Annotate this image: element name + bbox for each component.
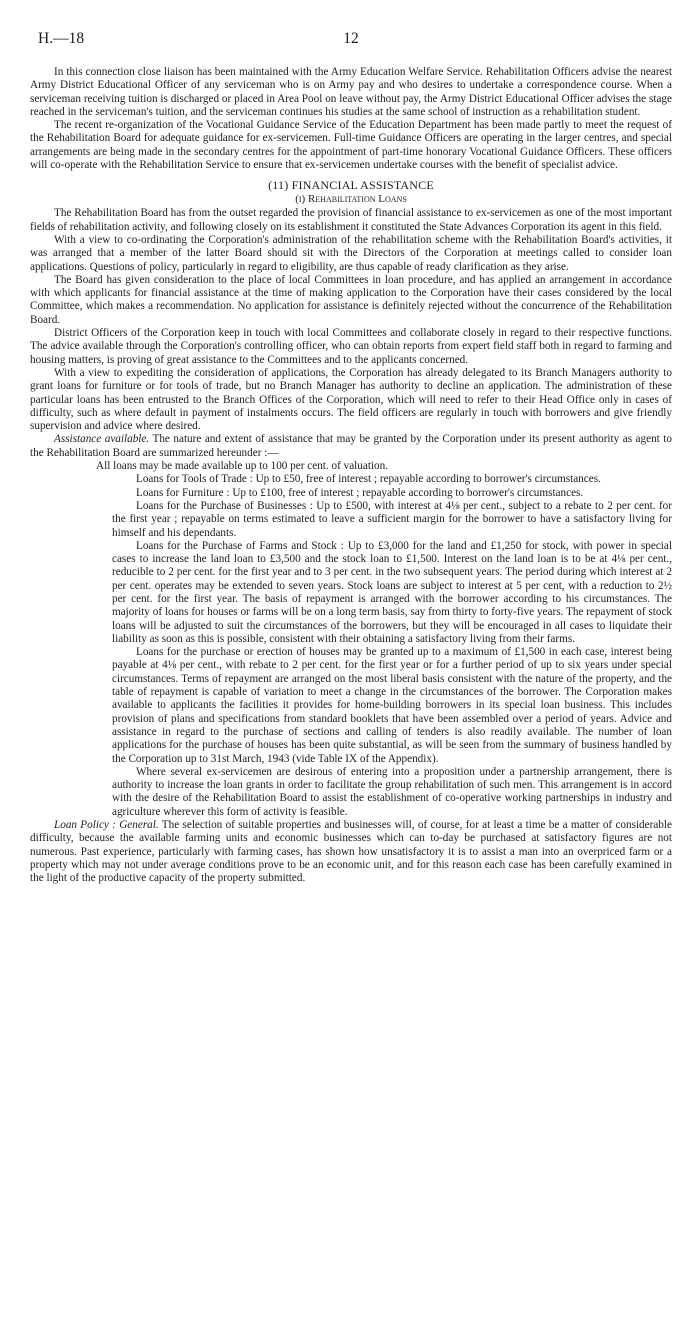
list-item: Loans for the Purchase of Farms and Stock : Up to £3,000 for the land and £1,250 for stock, with power in special cases to increase the land loan to £3,500 and the stock loan to £1,500. Interest on the land loan is to be at 4⅛ per cent., reducible to 2 per cent. for the first year and to 3 per cent. in the two subsequent years. The period during which interest at 2 per cent. operates may be extended to seven years. Stock loans are subject to interest at 5 per cent, with a reduction to 2½ per cent. for the first year. The basis of repayment is arranged with the borrower according to his circumstances. The majority of loans for houses or farms will be on a long term basis, say from thirty to forty-five years. The repayment of stock loans will be adjusted to suit the circumstances of the borrowers, but they will be encouraged in all cases to liquidate their liability as soon as this is possible, consistent with their obtaining a satisfactory living from their farms. [112,539,672,645]
paragraph: With a view to co-ordinating the Corporation's administration of the rehabilitation scheme with the Rehabilitation Board's activities, it was arranged that a member of the latter Board should sit with the Directors of the Corporation at meetings called to consider loan applications. Questions of policy, particularly in regard to eligibility, are thus capable of ready clarification as they arise. [30,233,672,273]
list-item: Loans for Furniture : Up to £100, free of interest ; repayable according to borrower's circumstances. [136,486,584,499]
list-item: Loans for the Purchase of Businesses : Up to £500, with interest at 4⅛ per cent., subject to a rebate to 2 per cent. for the first year ; repayable on terms estimated to leave a sufficient margin for the borrower to have a satisfactory living for himself and his dependants. [112,499,672,539]
list-item: All loans may be made available up to 100 per cent. of valuation. [96,460,389,473]
paragraph: District Officers of the Corporation keep in touch with local Committees and collaborate closely in regard to their respective functions. The advice available through the Corporation's controlling officer, who can obtain reports from expert field staff both in regard to farming and housing matters, is proving of great assistance to the Committees and to the applicants concerned. [30,327,672,366]
loan-policy-paragraph [30,819,672,885]
list-item: Loans for the purchase or erection of houses may be granted up to a maximum of £1,500 in each case, interest being payable at 4⅛ per cent., with rebate to 2 per cent. for the first year or for a further period of up to six years under special circumstances. Terms of repayment are arranged on the most liberal basis consistent with the nature of the property, and the table of repayment is capable of variation to meet a change in the circumstances of the borrower. The Corporation makes available to applicants the facilities it provides for home-building borrowers in its special loan business. This includes provision of plans and specifications from standard booklets that have been assembled over a period of years. Advice and assistance in regard to the purchase of sections and calling of tenders is also readily available. The number of loan applications for the purchase of houses has been quite substantial, as will be seen from the summary of business handled by the Corporation up to 31st March, 1943 (vide Table IX of the Appendix). [112,646,672,765]
paragraph: With a view to expediting the consideration of applications, the Corporation has already delegated to its Branch Managers authority to grant loans for furniture or for tools of trade, but no Branch Manager has authority to decline an application. The administration of these particular loans has been entrusted to the Branch Offices of the Corporation, which will need to refer to their Head Office only in cases of difficulty, such as where default in payment of instalments occurs. The field officers are regularly in touch with borrowers and give friendly supervision and advice where desired. [30,366,672,433]
assistance-paragraph [30,433,672,460]
loan-policy-lead: Loan Policy : General. [54,819,159,832]
subsection-heading: (i) Rehabilitation Loans [295,193,407,206]
assistance-lead: Assistance available. [54,433,150,446]
list-item: Loans for Tools of Trade : Up to £50, free of interest ; repayable according to borrower's circumstances. [136,473,601,486]
paragraph: In this connection close liaison has been maintained with the Army Education Welfare Service. Rehabilitation Officers advise the nearest Army District Educational Officer of any serviceman who is on Army pay and who desires to undertake a correspondence course. When a serviceman receiving tuition is discharged or placed in Area Pool on leave without pay, the Army District Educational Officer advises the stage reached in the serviceman's tuition, and the serviceman continues his studies at the same school of instruction as a rehabilitation student. [30,66,672,118]
assistance-text: The nature and extent of assistance that may be granted by the Corporation under its present authority as agent to the Rehabilitation Board are summarized hereunder :— [30,433,672,459]
loan-list [96,460,672,819]
page-body [30,66,672,886]
paragraph: The recent re-organization of the Vocational Guidance Service of the Education Department has been made partly to meet the request of the Rehabilitation Board for adequate guidance for ex-servicemen. Full-time Guidance Officers are operating in the larger centres, and special arrangements are being made in the secondary centres for the appointment of part-time honorary Vocational Guidance Officers. These officers will co-operate with the Rehabilitation Service to ensure that ex-servicemen undertake courses with the benefit of specialist advice. [30,119,672,172]
page-number: 12 [343,30,359,47]
paragraph: The Rehabilitation Board has from the outset regarded the provision of financial assistance to ex-servicemen as one of the most important fields of rehabilitation activity, and following closely on its establishment it constituted the State Advances Corporation its agent in this field. [30,207,672,233]
paragraph: The Board has given consideration to the place of local Committees in loan procedure, and has applied an arrangement in accordance with which applicants for financial assistance at the time of making application to the Corporation have their cases considered by the local Committee, which makes a recommendation. No application for assistance is definitely rejected without the concurrence of the Rehabilitation Board. [30,273,672,326]
loan-policy-text: The selection of suitable properties and businesses will, of course, for at least a time be a matter of considerable difficulty, because the available farming units and economic businesses which can to-day be purchased at satisfactory figures are not numerous. Past experience, particularly with farming cases, has shown how unsatisfactory it is to assist a man into an overpriced farm or a property which may not under average conditions prove to be an economic unit, and for this reason each case has been carefully examined in the light of the productive capacity of the property submitted. [30,819,672,885]
page-header [30,30,672,58]
page-reference: H.—18 [38,30,85,47]
section-heading: (11) FINANCIAL ASSISTANCE [268,178,434,193]
list-item: Where several ex-servicemen are desirous of entering into a proposition under a partnership arrangement, there is authority to increase the loan grants in order to facilitate the group rehabilitation of such men. This arrangement is in accord with the desire of the Rehabilitation Board to assist the establishment of co-operative working partnerships in industry and agriculture wherever this form of activity is feasible. [112,765,672,818]
